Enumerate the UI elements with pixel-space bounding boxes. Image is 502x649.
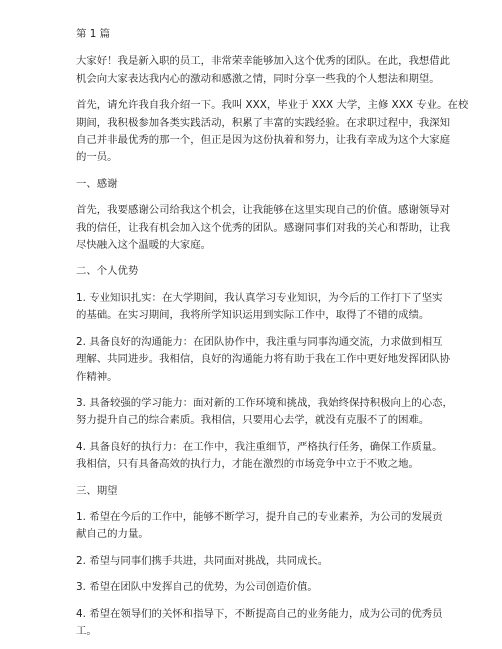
- expectation-item-3: [76, 579, 436, 596]
- text-line: 2. 具备良好的沟通能力：在团队协作中，我注重与同事沟通交流，力求做到相互: [76, 335, 443, 348]
- document-title: 第 1 篇: [76, 28, 110, 40]
- intro-paragraph-1: [76, 53, 451, 88]
- strength-item-1: [76, 290, 443, 325]
- text-line: 我相信，只有具备高效的执行力，才能在激烈的市场竞争中立于不败之地。: [76, 458, 419, 471]
- text-line: 我的信任，让我有机会加入这个优秀的团队。感谢同事们对我的关心和帮助，让我: [76, 221, 451, 234]
- thanks-paragraph: [76, 202, 451, 254]
- text-line: 自己并非最优秀的那一个，但正是因为这份执着和努力，让我有幸成为这个大家庭: [76, 134, 451, 147]
- text-line: 机会向大家表达我内心的激动和感激之情，同时分享一些我的个人想法和期望。: [76, 72, 440, 85]
- text-line: 1. 希望在今后的工作中，能够不断学习，提升自己的专业素养，为公司的发展贡: [76, 510, 443, 523]
- text-line: 1. 专业知识扎实：在大学期间，我认真学习专业知识，为今后的工作打下了坚实: [76, 291, 443, 304]
- text-line: 3. 具备较强的学习能力：面对新的工作环境和挑战，我始终保持积极向上的心态，: [76, 396, 453, 409]
- section-heading-thanks: 一、感谢: [76, 177, 118, 190]
- expectation-item-4: [76, 606, 443, 641]
- strength-item-3: [76, 395, 453, 430]
- text-line: 的一员。: [76, 151, 118, 164]
- expectation-item-1: [76, 509, 443, 544]
- text-line: 3. 希望在团队中发挥自己的优势，为公司创造价值。: [76, 581, 318, 594]
- document-page: [76, 26, 469, 649]
- text-line: 理解、共同进步。我相信，良好的沟通能力将有助于我在工作中更好地发挥团队协: [76, 353, 451, 366]
- text-line: 首先，我要感谢公司给我这个机会，让我能够在这里实现自己的价值。感谢领导对: [76, 204, 451, 217]
- text-line: 2. 希望与同事们携手共进，共同面对挑战，共同成长。: [76, 554, 329, 567]
- section-heading-expectations: 三、期望: [76, 484, 118, 497]
- section-heading-strengths: 二、个人优势: [76, 265, 139, 278]
- text-line: 期间，我积极参加各类实践活动，积累了丰富的实践经验。在求职过程中，我深知: [76, 116, 451, 129]
- strength-item-2: [76, 334, 451, 386]
- text-line: 工。: [76, 624, 97, 637]
- text-line: 献自己的力量。: [76, 528, 149, 541]
- text-line: 尽快融入这个温暖的大家庭。: [76, 239, 212, 252]
- text-line: 大家好！我是新入职的员工，非常荣幸能够加入这个优秀的团队。在此，我想借此: [76, 55, 451, 68]
- expectation-item-2: [76, 553, 436, 570]
- text-line: 4. 希望在领导们的关怀和指导下，不断提高自己的业务能力，成为公司的优秀员: [76, 607, 443, 620]
- text-line: 首先，请允许我自我介绍一下。我叫 XXX，毕业于 XXX 大学，主修 XXX 专业。在校: [76, 99, 469, 112]
- strength-item-4: [76, 439, 443, 474]
- text-line: 的基础。在实习期间，我将所学知识运用到实际工作中，取得了不错的成绩。: [76, 309, 430, 322]
- text-line: 作精神。: [76, 370, 118, 383]
- text-line: 努力提升自己的综合素质。我相信，只要用心去学，就没有克服不了的困难。: [76, 414, 430, 427]
- intro-paragraph-2: [76, 97, 469, 167]
- text-line: 4. 具备良好的执行力：在工作中，我注重细节，严格执行任务，确保工作质量。: [76, 440, 443, 453]
